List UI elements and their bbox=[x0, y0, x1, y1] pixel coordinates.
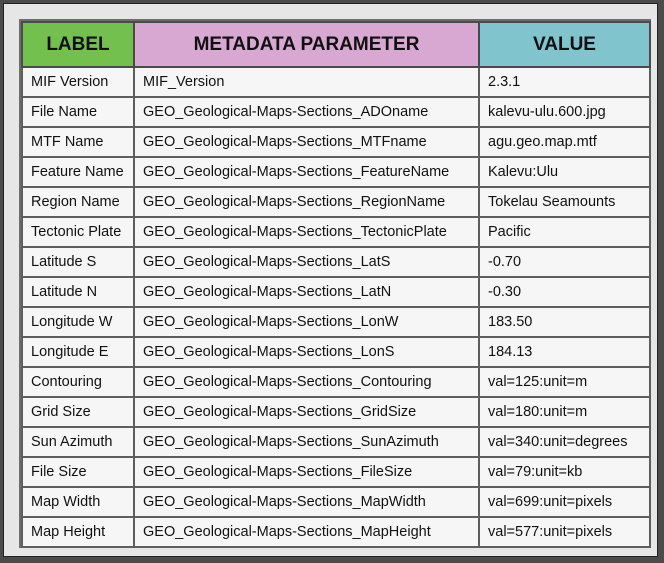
value-cell: val=125:unit=m bbox=[479, 367, 650, 397]
parameter-cell: GEO_Geological-Maps-Sections_FeatureName bbox=[134, 157, 479, 187]
label-column-header: LABEL bbox=[22, 22, 134, 67]
label-cell: Longitude E bbox=[22, 337, 134, 367]
value-column-header: VALUE bbox=[479, 22, 650, 67]
parameter-cell: MIF_Version bbox=[134, 67, 479, 97]
value-cell: Kalevu:Ulu bbox=[479, 157, 650, 187]
label-cell: MTF Name bbox=[22, 127, 134, 157]
table-row bbox=[22, 517, 650, 547]
table-row bbox=[22, 487, 650, 517]
value-cell: val=340:unit=degrees bbox=[479, 427, 650, 457]
parameter-cell: GEO_Geological-Maps-Sections_TectonicPlate bbox=[134, 217, 479, 247]
metadata-table bbox=[21, 21, 651, 548]
parameter-cell: GEO_Geological-Maps-Sections_MapWidth bbox=[134, 487, 479, 517]
table-row bbox=[22, 397, 650, 427]
table-row bbox=[22, 157, 650, 187]
label-cell: Tectonic Plate bbox=[22, 217, 134, 247]
value-cell: Tokelau Seamounts bbox=[479, 187, 650, 217]
table-row bbox=[22, 247, 650, 277]
parameter-cell: GEO_Geological-Maps-Sections_Contouring bbox=[134, 367, 479, 397]
label-cell: Region Name bbox=[22, 187, 134, 217]
table-row bbox=[22, 97, 650, 127]
value-cell: val=79:unit=kb bbox=[479, 457, 650, 487]
parameter-cell: GEO_Geological-Maps-Sections_LatS bbox=[134, 247, 479, 277]
parameter-cell: GEO_Geological-Maps-Sections_SunAzimuth bbox=[134, 427, 479, 457]
label-cell: File Size bbox=[22, 457, 134, 487]
label-cell: Map Height bbox=[22, 517, 134, 547]
table-row bbox=[22, 217, 650, 247]
parameter-cell: GEO_Geological-Maps-Sections_MapHeight bbox=[134, 517, 479, 547]
value-cell: val=699:unit=pixels bbox=[479, 487, 650, 517]
table-row bbox=[22, 307, 650, 337]
value-cell: agu.geo.map.mtf bbox=[479, 127, 650, 157]
table-row bbox=[22, 187, 650, 217]
value-cell: Pacific bbox=[479, 217, 650, 247]
table-panel bbox=[19, 19, 651, 548]
parameter-column-header: METADATA PARAMETER bbox=[134, 22, 479, 67]
table-row bbox=[22, 457, 650, 487]
header-row bbox=[22, 22, 650, 67]
table-row bbox=[22, 127, 650, 157]
label-cell: Latitude S bbox=[22, 247, 134, 277]
parameter-cell: GEO_Geological-Maps-Sections_ADOname bbox=[134, 97, 479, 127]
parameter-cell: GEO_Geological-Maps-Sections_LonS bbox=[134, 337, 479, 367]
label-cell: Latitude N bbox=[22, 277, 134, 307]
parameter-cell: GEO_Geological-Maps-Sections_LatN bbox=[134, 277, 479, 307]
label-cell: Feature Name bbox=[22, 157, 134, 187]
label-cell: Sun Azimuth bbox=[22, 427, 134, 457]
value-cell: kalevu-ulu.600.jpg bbox=[479, 97, 650, 127]
label-cell: File Name bbox=[22, 97, 134, 127]
value-cell: val=577:unit=pixels bbox=[479, 517, 650, 547]
table-row bbox=[22, 67, 650, 97]
label-cell: Map Width bbox=[22, 487, 134, 517]
outer-frame bbox=[3, 3, 658, 557]
parameter-cell: GEO_Geological-Maps-Sections_FileSize bbox=[134, 457, 479, 487]
table-row bbox=[22, 367, 650, 397]
table-row bbox=[22, 277, 650, 307]
value-cell: val=180:unit=m bbox=[479, 397, 650, 427]
label-cell: Grid Size bbox=[22, 397, 134, 427]
parameter-cell: GEO_Geological-Maps-Sections_GridSize bbox=[134, 397, 479, 427]
parameter-cell: GEO_Geological-Maps-Sections_RegionName bbox=[134, 187, 479, 217]
table-row bbox=[22, 337, 650, 367]
value-cell: -0.70 bbox=[479, 247, 650, 277]
label-cell: MIF Version bbox=[22, 67, 134, 97]
parameter-cell: GEO_Geological-Maps-Sections_MTFname bbox=[134, 127, 479, 157]
parameter-cell: GEO_Geological-Maps-Sections_LonW bbox=[134, 307, 479, 337]
value-cell: -0.30 bbox=[479, 277, 650, 307]
value-cell: 2.3.1 bbox=[479, 67, 650, 97]
value-cell: 183.50 bbox=[479, 307, 650, 337]
label-cell: Contouring bbox=[22, 367, 134, 397]
label-cell: Longitude W bbox=[22, 307, 134, 337]
table-row bbox=[22, 427, 650, 457]
value-cell: 184.13 bbox=[479, 337, 650, 367]
